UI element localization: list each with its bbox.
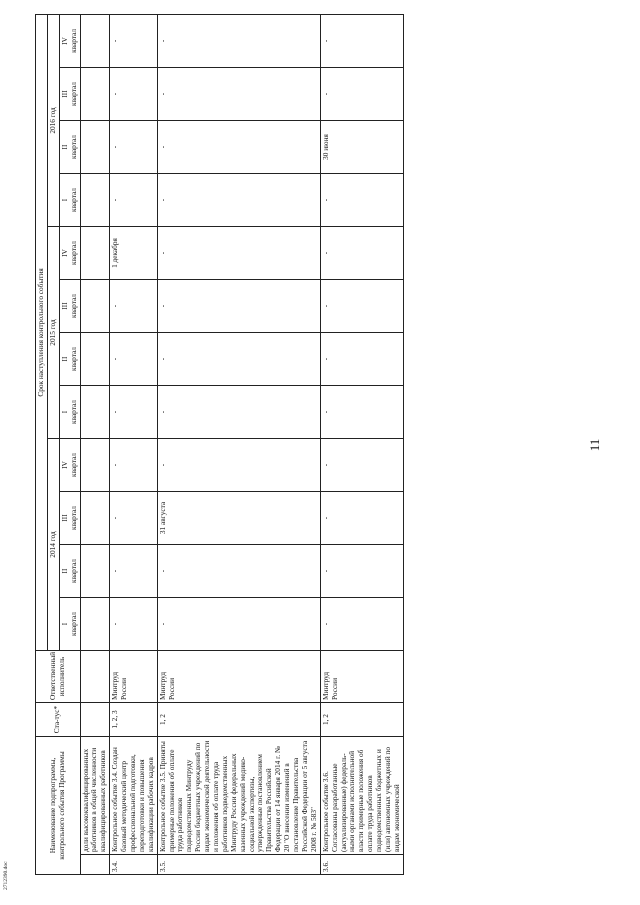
quarter-word: квартал (68, 241, 78, 265)
quarter-word: квартал (68, 559, 78, 583)
row-status: 1, 2 (320, 703, 403, 737)
deadline-cell: - (110, 280, 157, 333)
deadline-cell: - (157, 386, 320, 439)
deadline-cell: 30 июня (320, 121, 403, 174)
deadline-cell: - (110, 545, 157, 598)
quarter-header-cell (59, 333, 80, 386)
quarter-numeral: III (59, 302, 69, 310)
row-number (80, 855, 110, 875)
deadline-cell: - (320, 333, 403, 386)
table-row (80, 14, 110, 874)
row-status: 1, 2 (157, 703, 320, 737)
deadline-cell: - (110, 333, 157, 386)
deadline-cell (80, 333, 110, 386)
quarter-numeral: III (59, 90, 69, 98)
quarter-header-cell (59, 598, 80, 651)
deadline-cell: - (110, 492, 157, 545)
deadline-cell: - (157, 174, 320, 227)
deadline-cell: - (320, 439, 403, 492)
quarter-word: квартал (68, 188, 78, 212)
deadline-cell: - (320, 227, 403, 280)
table-row (157, 14, 320, 874)
deadline-cell (80, 68, 110, 121)
header-year-2014: 2014 год (47, 439, 59, 651)
deadline-cell (80, 227, 110, 280)
quarter-word: квартал (68, 400, 78, 424)
row-number: 3.4. (110, 855, 157, 875)
quarter-header-cell (59, 174, 80, 227)
quarter-numeral: I (59, 622, 69, 626)
row-number: 3.6. (320, 855, 403, 875)
quarter-numeral: II (59, 144, 69, 150)
table-body (80, 14, 403, 874)
deadline-cell: - (110, 439, 157, 492)
quarter-word: квартал (68, 294, 78, 318)
deadline-cell (80, 174, 110, 227)
quarter-header-cell (59, 439, 80, 492)
deadline-cell: - (110, 386, 157, 439)
deadline-cell: 31 августа (157, 492, 320, 545)
control-events-table (35, 14, 404, 875)
quarter-numeral: IV (59, 461, 69, 469)
header-year-2016: 2016 год (47, 14, 59, 226)
quarter-numeral: II (59, 568, 69, 574)
deadline-cell (80, 280, 110, 333)
table-header (36, 14, 81, 874)
quarter-word: квартал (68, 506, 78, 530)
header-status: Ста-тус* (36, 703, 81, 737)
deadline-cell: - (157, 439, 320, 492)
quarter-word: квартал (68, 29, 78, 53)
deadline-cell: - (110, 598, 157, 651)
deadline-cell (80, 121, 110, 174)
quarter-header-cell (59, 68, 80, 121)
deadline-cell: - (320, 545, 403, 598)
deadline-cell (80, 439, 110, 492)
deadline-cell (80, 492, 110, 545)
page-number: 11 (587, 438, 602, 452)
deadline-cell (80, 14, 110, 67)
deadline-cell: - (157, 280, 320, 333)
quarter-numeral: IV (59, 249, 69, 257)
deadline-cell: - (157, 598, 320, 651)
deadline-cell: - (320, 598, 403, 651)
quarter-numeral: I (59, 410, 69, 414)
deadline-cell: - (110, 174, 157, 227)
row-name: Контрольное событие 3.4. Создан базовый методический центр профессиональной подготовки, переподготовки и повышения квалификации рабочих кадров (110, 737, 157, 855)
deadline-cell (80, 386, 110, 439)
rotated-page (35, 15, 600, 875)
quarter-numeral: I (59, 198, 69, 202)
quarter-numeral: III (59, 514, 69, 522)
row-executor: Минтруд России (110, 651, 157, 703)
row-name: доли высококвалифицированных работников в общей численности квалифицированных работников (80, 737, 110, 855)
quarter-word: квартал (68, 82, 78, 106)
quarter-word: квартал (68, 135, 78, 159)
table-row (320, 14, 403, 874)
quarter-numeral: II (59, 356, 69, 362)
row-status (80, 703, 110, 737)
quarter-header-cell (59, 545, 80, 598)
quarter-word: квартал (68, 612, 78, 636)
deadline-cell: - (110, 121, 157, 174)
row-executor: Минтруд России (157, 651, 320, 703)
quarter-header-cell (59, 492, 80, 545)
row-status: 1, 2, 3 (110, 703, 157, 737)
header-name: Наименование подпрограммы, контрольного события Программы (36, 737, 81, 875)
deadline-cell (80, 598, 110, 651)
deadline-cell: - (320, 386, 403, 439)
deadline-cell: - (320, 492, 403, 545)
footer-filename: 2712390.doc (3, 861, 9, 890)
row-executor: Минтруд России (320, 651, 403, 703)
quarter-header-cell (59, 280, 80, 333)
quarter-header-cell (59, 121, 80, 174)
row-name: Контрольное событие 3.5. Приняты примерные положения об оплате труда работников подведомственных Минтруду России бюджетных учреждений по видам экономической деятельности и положения об оплате труда работников подведомственных Минтруду России федеральных казенных учреждений медико-социальной экспертизы, утвержденные постановлением Правительства Российской Федерации от 14 января 2014 г. № 20 "О внесении изменений в постановление Правительства Российской Федерации от 5 августа 2008 г. № 583" (157, 737, 320, 855)
deadline-cell: - (157, 333, 320, 386)
deadline-cell: - (320, 280, 403, 333)
header-year-2015: 2015 год (47, 227, 59, 439)
header-executor: Ответственный исполнитель (36, 651, 81, 703)
quarter-word: квартал (68, 453, 78, 477)
row-number: 3.5. (157, 855, 320, 875)
row-name: Контрольное событие 3.6. Согласованы разработанные (актуализированные) федераль-ными органами исполнительной власти примерные положения об оплате труда работников подведомственных бюджетных и (или) автономных учреждений по видам экономической (320, 737, 403, 855)
quarter-word: квартал (68, 347, 78, 371)
quarter-header-cell (59, 227, 80, 280)
table-row (110, 14, 157, 874)
deadline-cell: - (157, 121, 320, 174)
quarter-header-cell (59, 14, 80, 67)
deadline-cell: - (157, 68, 320, 121)
deadline-cell: - (110, 14, 157, 67)
deadline-cell: - (320, 68, 403, 121)
deadline-cell: 1 декабря (110, 227, 157, 280)
quarter-header-cell (59, 386, 80, 439)
deadline-cell: - (320, 174, 403, 227)
deadline-cell: - (320, 14, 403, 67)
deadline-cell: - (157, 14, 320, 67)
header-deadline: Срок наступления контрольного события (36, 14, 48, 650)
row-executor (80, 651, 110, 703)
deadline-cell: - (157, 227, 320, 280)
quarter-numeral: IV (59, 37, 69, 45)
deadline-cell (80, 545, 110, 598)
deadline-cell: - (157, 545, 320, 598)
deadline-cell: - (110, 68, 157, 121)
